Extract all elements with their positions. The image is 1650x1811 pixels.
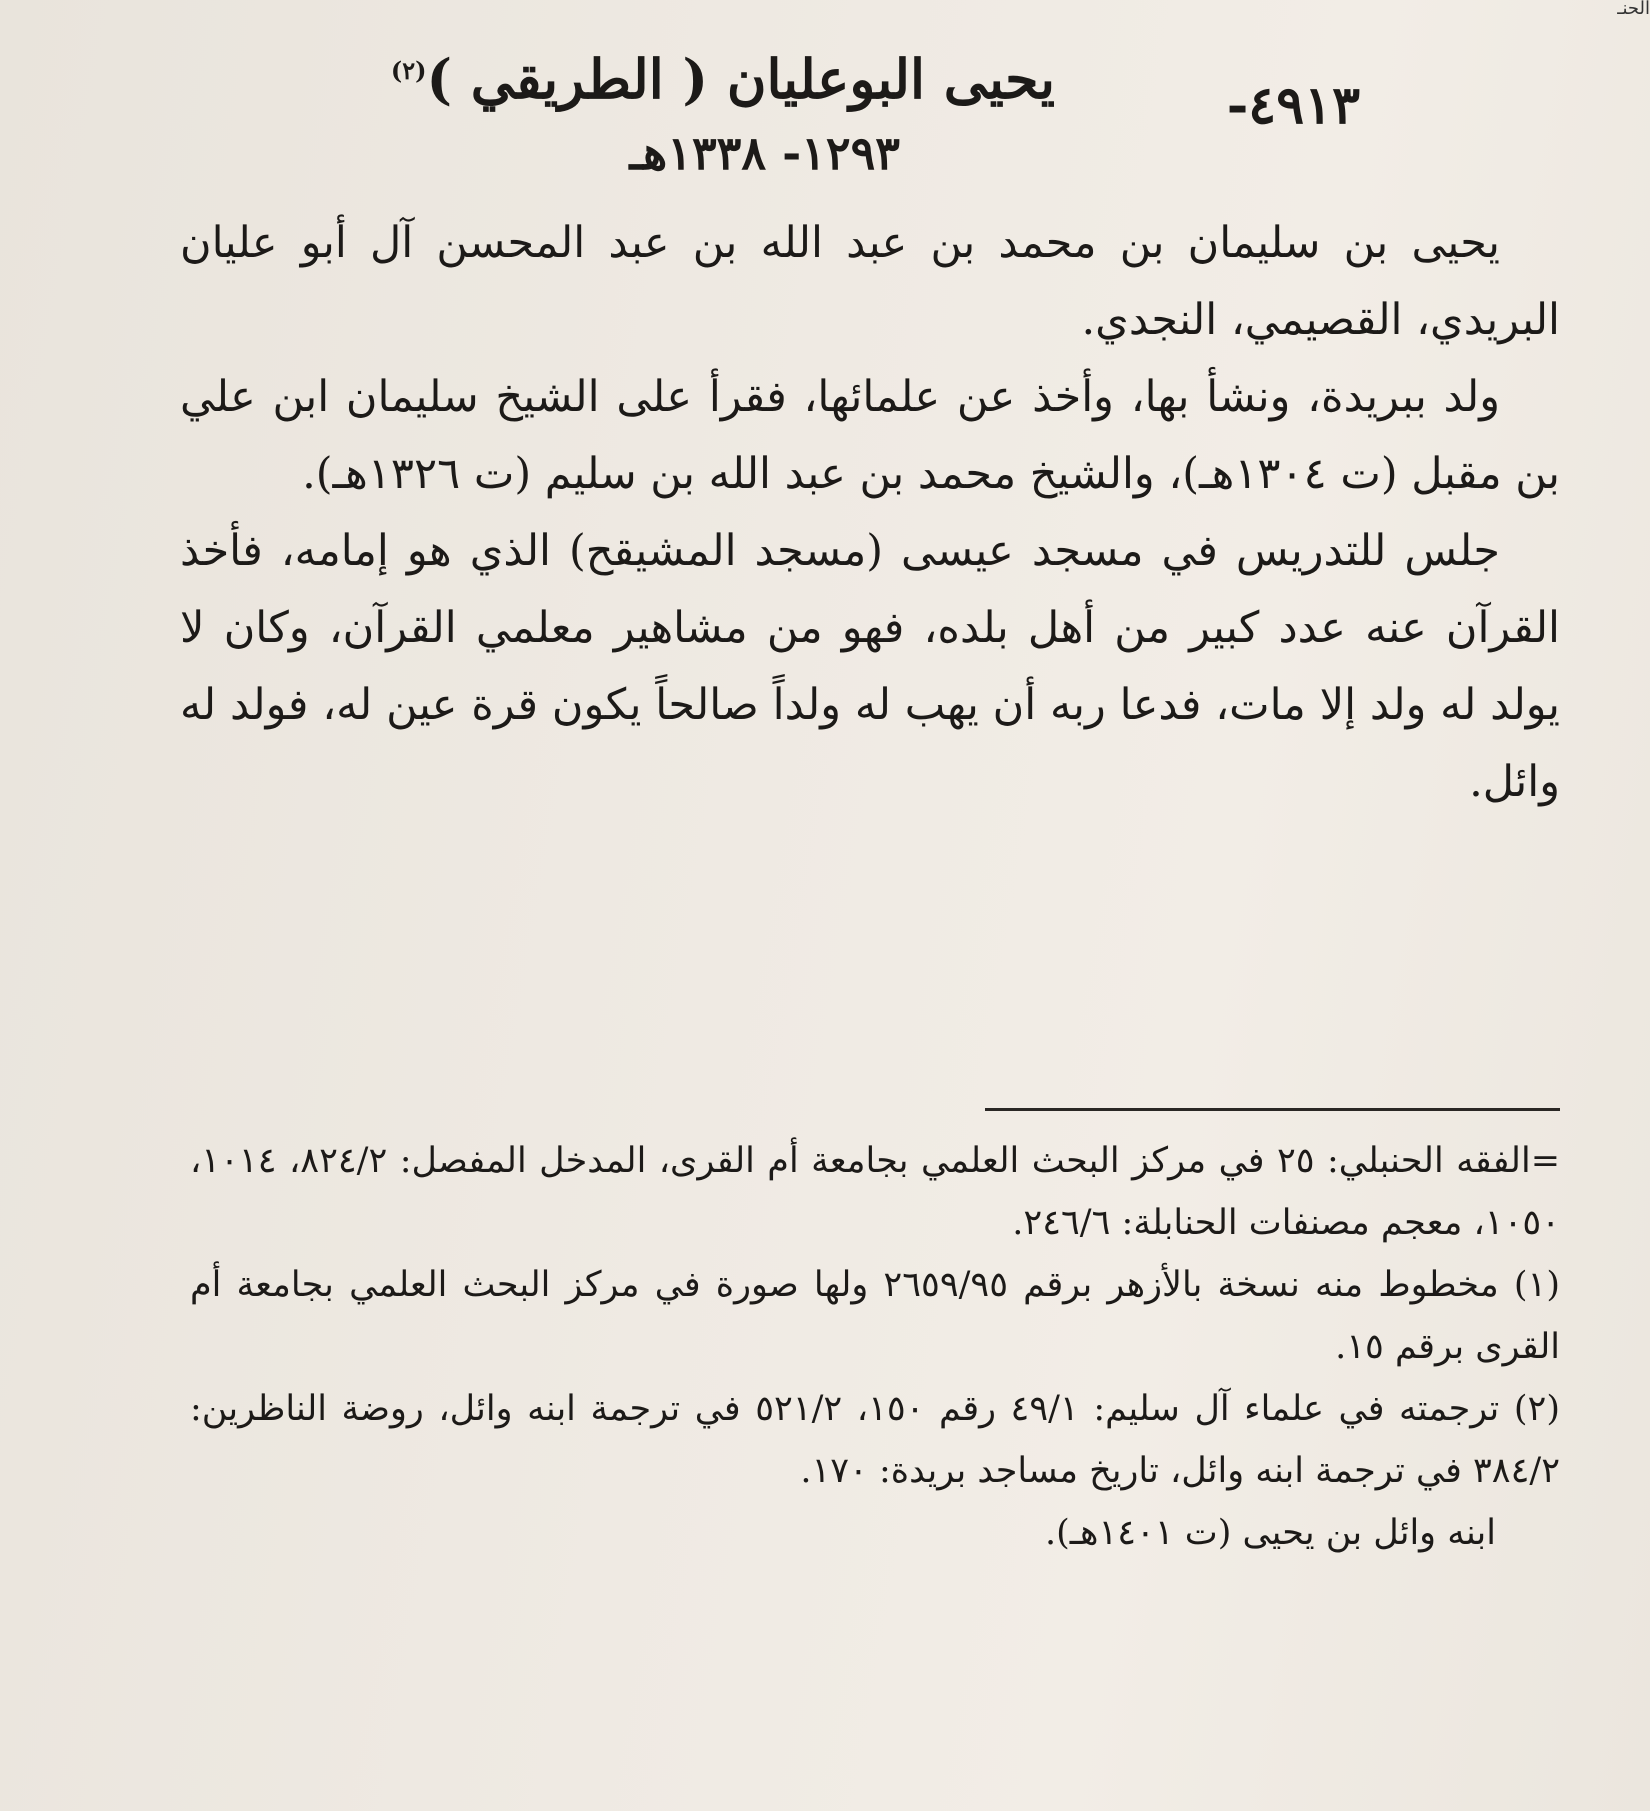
- footnote-2-marker: (٢): [1513, 1389, 1560, 1429]
- footnote-1-marker: (١): [1513, 1265, 1560, 1305]
- footnote-carry-over: =الفقه الحنبلي: ٢٥ في مركز البحث العلمي بجامعة أم القرى، المدخل المفصل: ٨٢٤/٢، ١٠١٤، ١٠٥٠، معجم مصنفات الحنابلة: ٢٤٦/٦.: [190, 1141, 1561, 1243]
- footnote-1: [190, 1254, 1560, 1378]
- footnote-2-text: ترجمته في علماء آل سليم: ٤٩/١ رقم ١٥٠، ٥٢١/٢ في ترجمة ابنه وائل، روضة الناظرين: ٣٨٤/٢ في ترجمة ابنه وائل، تاريخ مساجد بريدة: ١٧٠.: [190, 1389, 1560, 1491]
- footnote-1-text: مخطوط منه نسخة بالأزهر برقم ٢٦٥٩/٩٥ ولها صورة في مركز البحث العلمي بجامعة أم القرى برقم ١٥.: [190, 1265, 1560, 1367]
- footnote-separator: [985, 1108, 1560, 1111]
- footnotes: [190, 1130, 1560, 1564]
- entry-dates: ١٢٩٣- ١٣٣٨هـ: [629, 126, 900, 180]
- body-paragraph-lineage: يحيى بن سليمان بن محمد بن عبد الله بن عبد المحسن آل أبو عليان البريدي، القصيمي، النجدي.: [180, 218, 1560, 345]
- footnote-2: [190, 1378, 1560, 1502]
- body-paragraph-teaching: جلس للتدريس في مسجد عيسى (مسجد المشيقح) الذي هو إمامه، فأخذ القرآن عنه عدد كبير من أهل بلده، فهو من مشاهير معلمي القرآن، وكان لا يولد له ولد إلا مات، فدعا ربه أن يهب له ولداً صالحاً يكون قرة عين له، فولد له وائل.: [180, 526, 1560, 807]
- previous-page-edge-text: الحنـ: [1617, 0, 1650, 18]
- entry-header: [280, 28, 1360, 136]
- entry-title-text: يحيى البوعليان ( الطريقي ): [426, 47, 1055, 111]
- footnote-2-tail: ابنه وائل بن يحيى (ت ١٤٠١هـ).: [1044, 1513, 1496, 1553]
- entry-body: [180, 205, 1560, 821]
- entry-number: ٤٩١٣-: [1226, 75, 1360, 136]
- body-paragraph-birth: ولد ببريدة، ونشأ بها، وأخذ عن علمائها، فقرأ على الشيخ سليمان ابن علي بن مقبل (ت ١٣٠٤هـ)، والشيخ محمد بن عبد الله بن سليم (ت ١٣٢٦هـ).: [180, 372, 1560, 499]
- entry-title: [391, 38, 1055, 112]
- title-footnote-ref: (٢): [390, 56, 427, 85]
